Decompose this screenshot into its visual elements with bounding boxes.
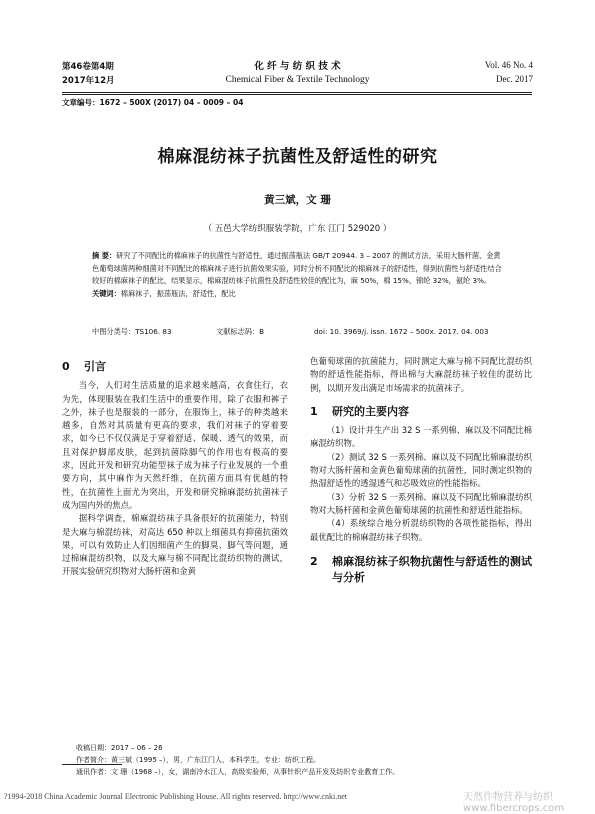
received-date: 收稿日期：2017 – 06 – 26 <box>76 744 163 752</box>
journal-title-en: Chemical Fiber & Textile Technology <box>225 75 370 85</box>
footnotes <box>76 742 526 778</box>
journal-title-cn: 化 纤 与 纺 织 技 术 <box>254 61 341 72</box>
intro-paragraph-2: 据科学调查，棉麻混纺袜子具备很好的抗菌能力，特别是大麻与棉混纺袜，对高达 650 种以上细菌具有抑菌抗菌效果，可以有效防止人们因细菌产生的脚臭、脚气等问题，通过棉麻混纺织物，以及大麻与棉不同配比混纺织物的测试，开展实验研究织物对大肠杆菌和金黄 <box>62 513 288 577</box>
doi: doi: 10. 3969/j. issn. 1672 – 500x. 2017. 04. 003 <box>314 327 489 336</box>
date-cn: 2017年12月 <box>62 76 115 86</box>
author-bio-1: 作者简介：黄三斌（1995 –），男，广东江门人，本科学生，专业：纺织工程。 <box>76 756 321 764</box>
keywords-label: 关键词： <box>92 288 121 298</box>
section-2-heading <box>310 554 532 586</box>
document-code: 文献标志码：B <box>216 327 265 336</box>
article-number: 文章编号：1672 – 500X (2017) 04 – 0009 – 04 <box>62 98 244 107</box>
abstract-label: 摘 要： <box>92 251 117 260</box>
abstract-text: 研究了不同配比的棉麻袜子的抗菌性与舒适性，通过振荡瓶法 GB/T 20944. 3 – 2007 的测试方法，采用大肠杆菌、金黄色葡萄球菌两种细菌对不同配比的棉麻袜子进行抗菌效果实验，同时分析不同配比的棉麻袜子的舒适性，得到抗菌性与舒适性结合较好的棉麻袜子的配比，结果显示，棉麻混纺袜子抗菌性及舒适性较佳的配比为，麻 50%，棉 15%，锦纶 32%，氨纶 3%。 <box>92 251 502 286</box>
section-2-number: 2 <box>310 554 318 568</box>
keywords: 棉麻袜子，振荡瓶法，舒适性，配比 <box>120 288 236 298</box>
intro-continued: 色葡萄球菌的抗菌能力，同时测定大麻与棉不同配比混纺织物的舒适性能指标，得出棉与大麻混纺袜子较佳的混纺比例，以期开发出满足市场需求的抗菌袜子。 <box>310 356 532 393</box>
content-item-1: （1）设计并生产出 32 S 一系列棉、麻以及不同配比棉麻混纺织物。 <box>310 425 532 449</box>
left-column <box>62 360 288 579</box>
volume-issue-cn: 第46卷第4期 <box>62 62 114 72</box>
abstract <box>92 250 502 300</box>
copyright-line: ?1994-2018 China Academic Journal Electronic Publishing House. All rights reserved. http://www.cnki.net <box>4 792 347 801</box>
section-1-title: 研究的主要内容 <box>332 404 409 418</box>
content-item-2: （2）测试 32 S 一系列棉、麻以及不同配比棉麻混纺织物对大肠杆菌和金黄色葡萄球菌的抗菌性，同时测定织物的热湿舒适性的透湿透气和芯吸效应的性能指标。 <box>310 451 532 489</box>
section-2-title: 棉麻混纺袜子织物抗菌性与舒适性的测试与分析 <box>332 554 532 584</box>
watermark: 天然作物营养与纺织 www.fibercrops.com <box>463 792 565 814</box>
affiliation: （ 五邑大学纺织服装学院，广东 江门 529020 ） <box>203 224 392 234</box>
section-0-title: 引言 <box>84 360 106 373</box>
clc-number: 中图分类号：TS106. 83 <box>92 327 172 336</box>
header-rule-2 <box>62 94 532 95</box>
author-bio-2: 通讯作者：文 珊（1968 –），女，湖南冷水江人，高级实验师，从事针织产品开发及纺织专业教育工作。 <box>76 768 400 776</box>
right-column <box>310 355 532 586</box>
header-rule <box>62 92 532 93</box>
content-item-3: （3）分析 32 S 一系列棉、麻以及不同配比棉麻混纺织物对大肠杆菌和金黄色葡萄球菌的抗菌性和舒适性能指标。 <box>310 491 532 515</box>
paper-title: 棉麻混纺袜子抗菌性及舒适性的研究 <box>157 147 438 167</box>
authors: 黄三斌，文 珊 <box>264 194 331 206</box>
section-0-number: 0 <box>62 360 70 373</box>
intro-paragraph-1: 当今，人们对生活质量的追求越来越高，衣食住行，衣为先，体现服装在我们生活中的重要作用，除了衣服和裤子之外，袜子也是服装的一部分，在服饰上，袜子的种类越来越多，自然对其质量有更高的要求，我们对袜子的穿着要求，如今已不仅仅满足于穿着舒适、保暖、透气的效果，而且对保护脚部皮肤，起到抗菌除脚气的作用也有极高的要求，因此开发和研究功能型袜子成为袜子行业发展的一个重要方向，其中麻作为天然纤维，在抗菌方面具有优越的特性，在抗菌性上面尤为突出，开发和研究棉麻混纺抗菌袜子成为国内外的焦点。 <box>62 380 288 510</box>
section-1-heading <box>310 405 532 418</box>
content-item-4: （4）系统综合地分析混纺织物的各项性能指标，得出最优配比的棉麻混纺袜子织物。 <box>310 518 532 542</box>
section-1-number: 1 <box>310 404 318 418</box>
section-0-heading <box>62 360 288 373</box>
date-en: Dec. 2017 <box>496 74 533 84</box>
volume-issue-en: Vol. 46 No. 4 <box>484 60 533 70</box>
